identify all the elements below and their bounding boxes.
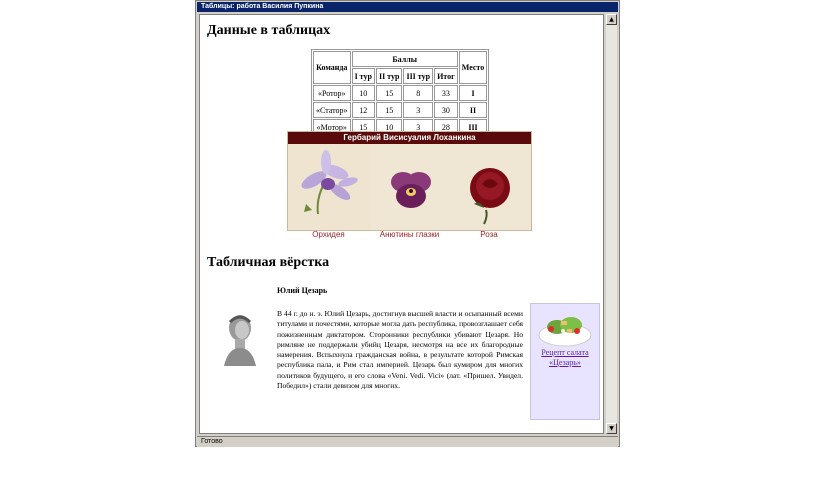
score-table [311, 49, 489, 137]
cell-total: 30 [434, 102, 458, 118]
recipe-caesar-link[interactable]: Рецепт салата «Цезарь» [541, 348, 589, 367]
caesar-bust-image [218, 310, 260, 366]
cell-t3: 8 [403, 85, 433, 101]
caption-pansy: Анютины глазки [379, 230, 440, 239]
cell-team: «Статор» [313, 102, 351, 118]
status-bar: Готово [197, 436, 618, 447]
cell-t1: 10 [352, 85, 375, 101]
pansy-image [371, 144, 451, 230]
page-content [199, 14, 604, 434]
window-title: Таблицы: работа Василия Пупкина [197, 2, 618, 12]
header-total: Итог [434, 68, 458, 84]
section-heading-data-tables: Данные в таблицах [207, 23, 331, 38]
header-points: Баллы [352, 51, 458, 67]
table-row [313, 102, 487, 118]
header-team: Команда [313, 51, 351, 84]
caption-rose: Роза [480, 230, 498, 239]
herbarium-title: Гербарий Висисуалия Лоханкина [288, 132, 531, 144]
cell-t2: 10 [376, 119, 403, 135]
cell-t1: 15 [352, 119, 375, 135]
table-row [313, 85, 487, 101]
header-tour-3: III тур [403, 68, 433, 84]
cell-t3: 3 [403, 102, 433, 118]
cell-place: III [459, 119, 487, 135]
header-place: Место [459, 51, 487, 84]
header-tour-2: II тур [376, 68, 403, 84]
cell-t2: 15 [376, 102, 403, 118]
cell-t1: 12 [352, 102, 375, 118]
browser-window [195, 0, 620, 447]
orchid-image [288, 144, 372, 230]
cell-place: I [459, 85, 487, 101]
cell-total: 28 [434, 119, 458, 135]
rose-image [450, 144, 530, 230]
caption-orchid: Орхидея [312, 230, 345, 239]
cell-team: «Мотор» [313, 119, 351, 135]
cell-t2: 15 [376, 85, 403, 101]
header-tour-1: I тур [352, 68, 375, 84]
herbarium-table [287, 131, 532, 231]
scroll-down-arrow-icon[interactable]: ▼ [606, 423, 617, 434]
scroll-up-arrow-icon[interactable]: ▲ [606, 14, 617, 25]
caesar-title: Юлий Цезарь [277, 286, 328, 295]
cell-place: II [459, 102, 487, 118]
salad-image [537, 309, 593, 347]
cell-total: 33 [434, 85, 458, 101]
caesar-text: В 44 г. до н. э. Юлий Цезарь, достигнув высшей власти и осыпанный всеми титулами и почестями, которые могла дать республика, провозглашает себя пожизненным диктатором. Сторонники республики убивают Цезаря. Но римляне не поддержали убийц Цезаря, несмотря на все их благородные намерения. Вспыхнула гражданская война, в результате которой Римская республика пала, и Рим стал империей. Цезарь был кумиром для многих политиков будущего, и его слова «Veni. Vedi. Vici» (лат. «Пришел. Увидел. Победил») стали девизом для многих. [277, 309, 523, 391]
cell-team: «Ротор» [313, 85, 351, 101]
recipe-box [530, 303, 600, 420]
section-heading-table-layout: Табличная вёрстка [207, 255, 330, 270]
cell-t3: 3 [403, 119, 433, 135]
vertical-scrollbar[interactable] [606, 14, 617, 434]
